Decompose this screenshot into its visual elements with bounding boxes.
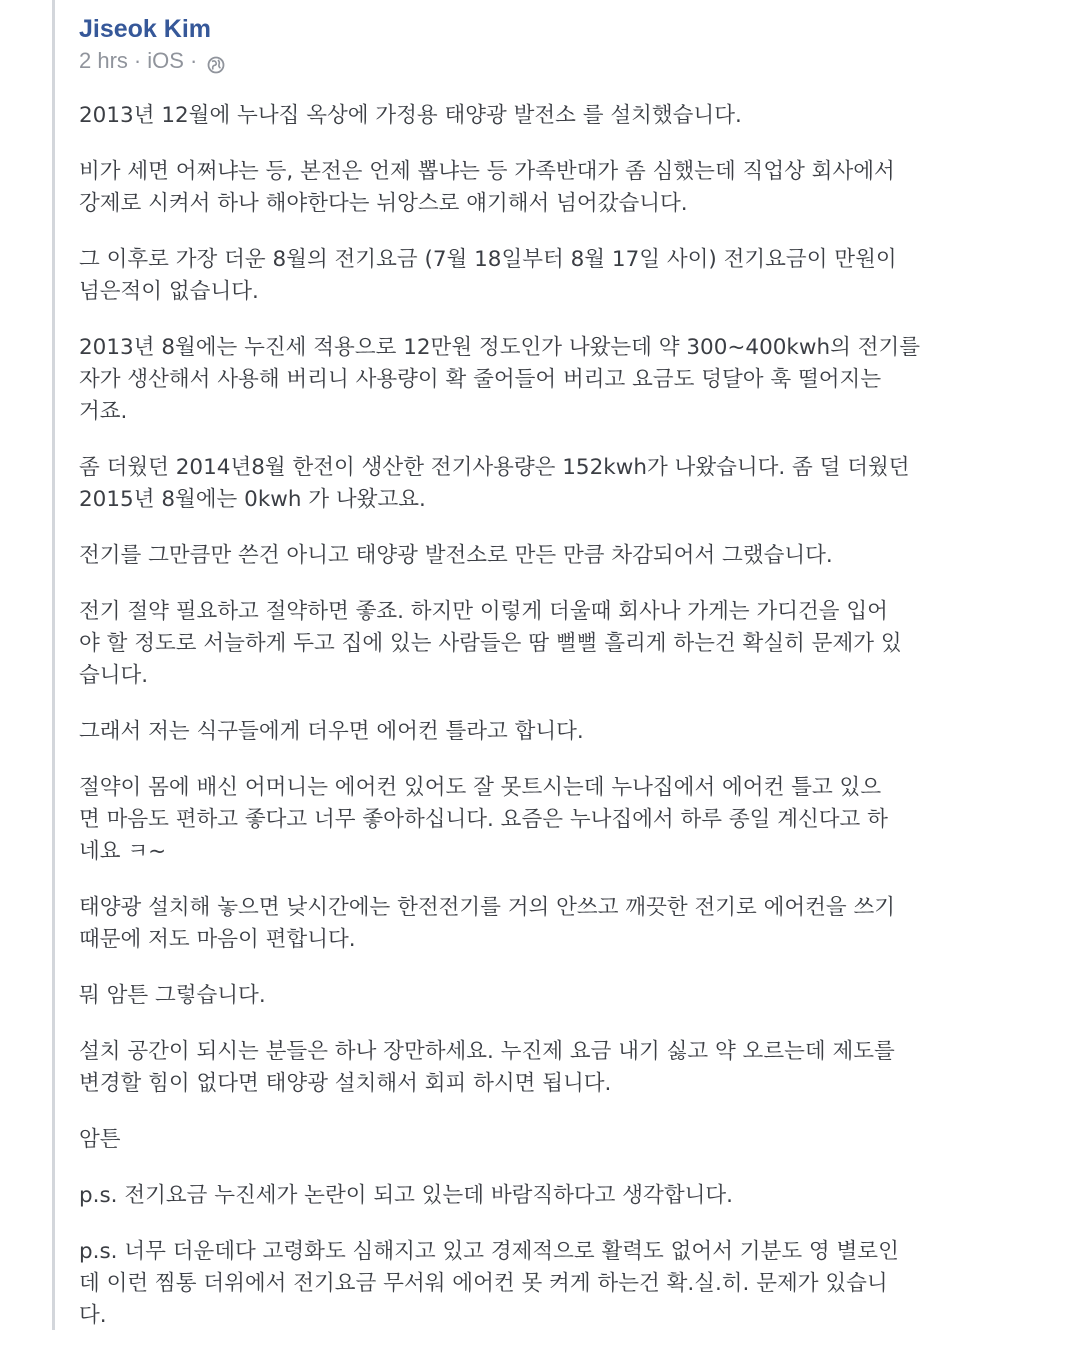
post-paragraph: 전기 절약 필요하고 절약하면 좋죠. 하지만 이렇게 더울때 회사나 가게는 가디건을 입어 야 할 정도로 서늘하게 두고 집에 있는 사람들은 땀 뻘뻘 흘리게 하는건 확실히 문제가 있 습니다. xyxy=(79,599,902,688)
author-name-link[interactable]: Jiseok Kim xyxy=(79,15,212,43)
post-meta xyxy=(79,46,225,76)
post-timestamp-link[interactable]: 2 hrs xyxy=(79,48,128,73)
post-paragraph: 설치 공간이 되시는 분들은 하나 장만하세요. 누진제 요금 내기 싫고 약 오르는데 제도를 변경할 힘이 없다면 태양광 설치해서 회피 하시면 됩니다. xyxy=(79,1039,895,1096)
post-paragraph: p.s. 너무 더운데다 고령화도 심해지고 있고 경제적으로 활력도 없어서 기분도 영 별로인 데 이런 찜통 더위에서 전기요금 무서워 에어컨 못 켜게 하는건 확.실.히. 문제가 있습니 다. xyxy=(79,1239,899,1328)
post-paragraph: 2013년 12월에 누나집 옥상에 가정용 태양광 발전소 를 설치했습니다. xyxy=(79,103,742,128)
post-body xyxy=(79,100,1014,1356)
meta-separator: · xyxy=(189,48,198,73)
globe-icon[interactable] xyxy=(207,52,225,70)
post-paragraph: 뭐 암튼 그렇습니다. xyxy=(79,983,266,1008)
post-paragraph: 2013년 8월에는 누진세 적용으로 12만원 정도인가 나왔는데 약 300~400kwh의 전기를 자가 생산해서 사용해 버리니 사용량이 확 줄어들어 버리고 요금도 덩달아 훅 떨어지는 거죠. xyxy=(79,335,921,424)
post-paragraph: 그 이후로 가장 더운 8월의 전기요금 (7월 18일부터 8월 17일 사이) 전기요금이 만원이 넘은적이 없습니다. xyxy=(79,247,897,304)
meta-separator: · xyxy=(133,48,142,73)
post-paragraph: 그래서 저는 식구들에게 더우면 에어컨 틀라고 합니다. xyxy=(79,719,584,744)
post-paragraph: 태양광 설치해 놓으면 낮시간에는 한전전기를 거의 안쓰고 깨끗한 전기로 에어컨을 쓰기 때문에 저도 마음이 편합니다. xyxy=(79,895,896,952)
post-paragraph: 절약이 몸에 배신 어머니는 에어컨 있어도 잘 못트시는데 누나집에서 에어컨 틀고 있으 면 마음도 편하고 좋다고 너무 좋아하십니다. 요즘은 누나집에서 하루 종일 계신다고 하 네요 ㅋ~ xyxy=(79,775,888,864)
post-paragraph: 전기를 그만큼만 쓴건 아니고 태양광 발전소로 만든 만큼 차감되어서 그랬습니다. xyxy=(79,543,833,568)
post-paragraph: 암튼 xyxy=(79,1127,121,1152)
post-platform: iOS xyxy=(147,48,184,73)
post-paragraph: 비가 세면 어쩌냐는 등, 본전은 언제 뽑냐는 등 가족반대가 좀 심했는데 직업상 회사에서 강제로 시켜서 하나 해야한다는 뉘앙스로 얘기해서 넘어갔습니다. xyxy=(79,159,895,216)
post-paragraph: p.s. 전기요금 누진세가 논란이 되고 있는데 바람직하다고 생각합니다. xyxy=(79,1183,733,1208)
post-paragraph: 좀 더웠던 2014년8월 한전이 생산한 전기사용량은 152kwh가 나왔습니다. 좀 덜 더웠던 2015년 8월에는 0kwh 가 나왔고요. xyxy=(79,455,910,512)
post-header xyxy=(79,14,225,76)
facebook-post xyxy=(52,0,1052,1330)
